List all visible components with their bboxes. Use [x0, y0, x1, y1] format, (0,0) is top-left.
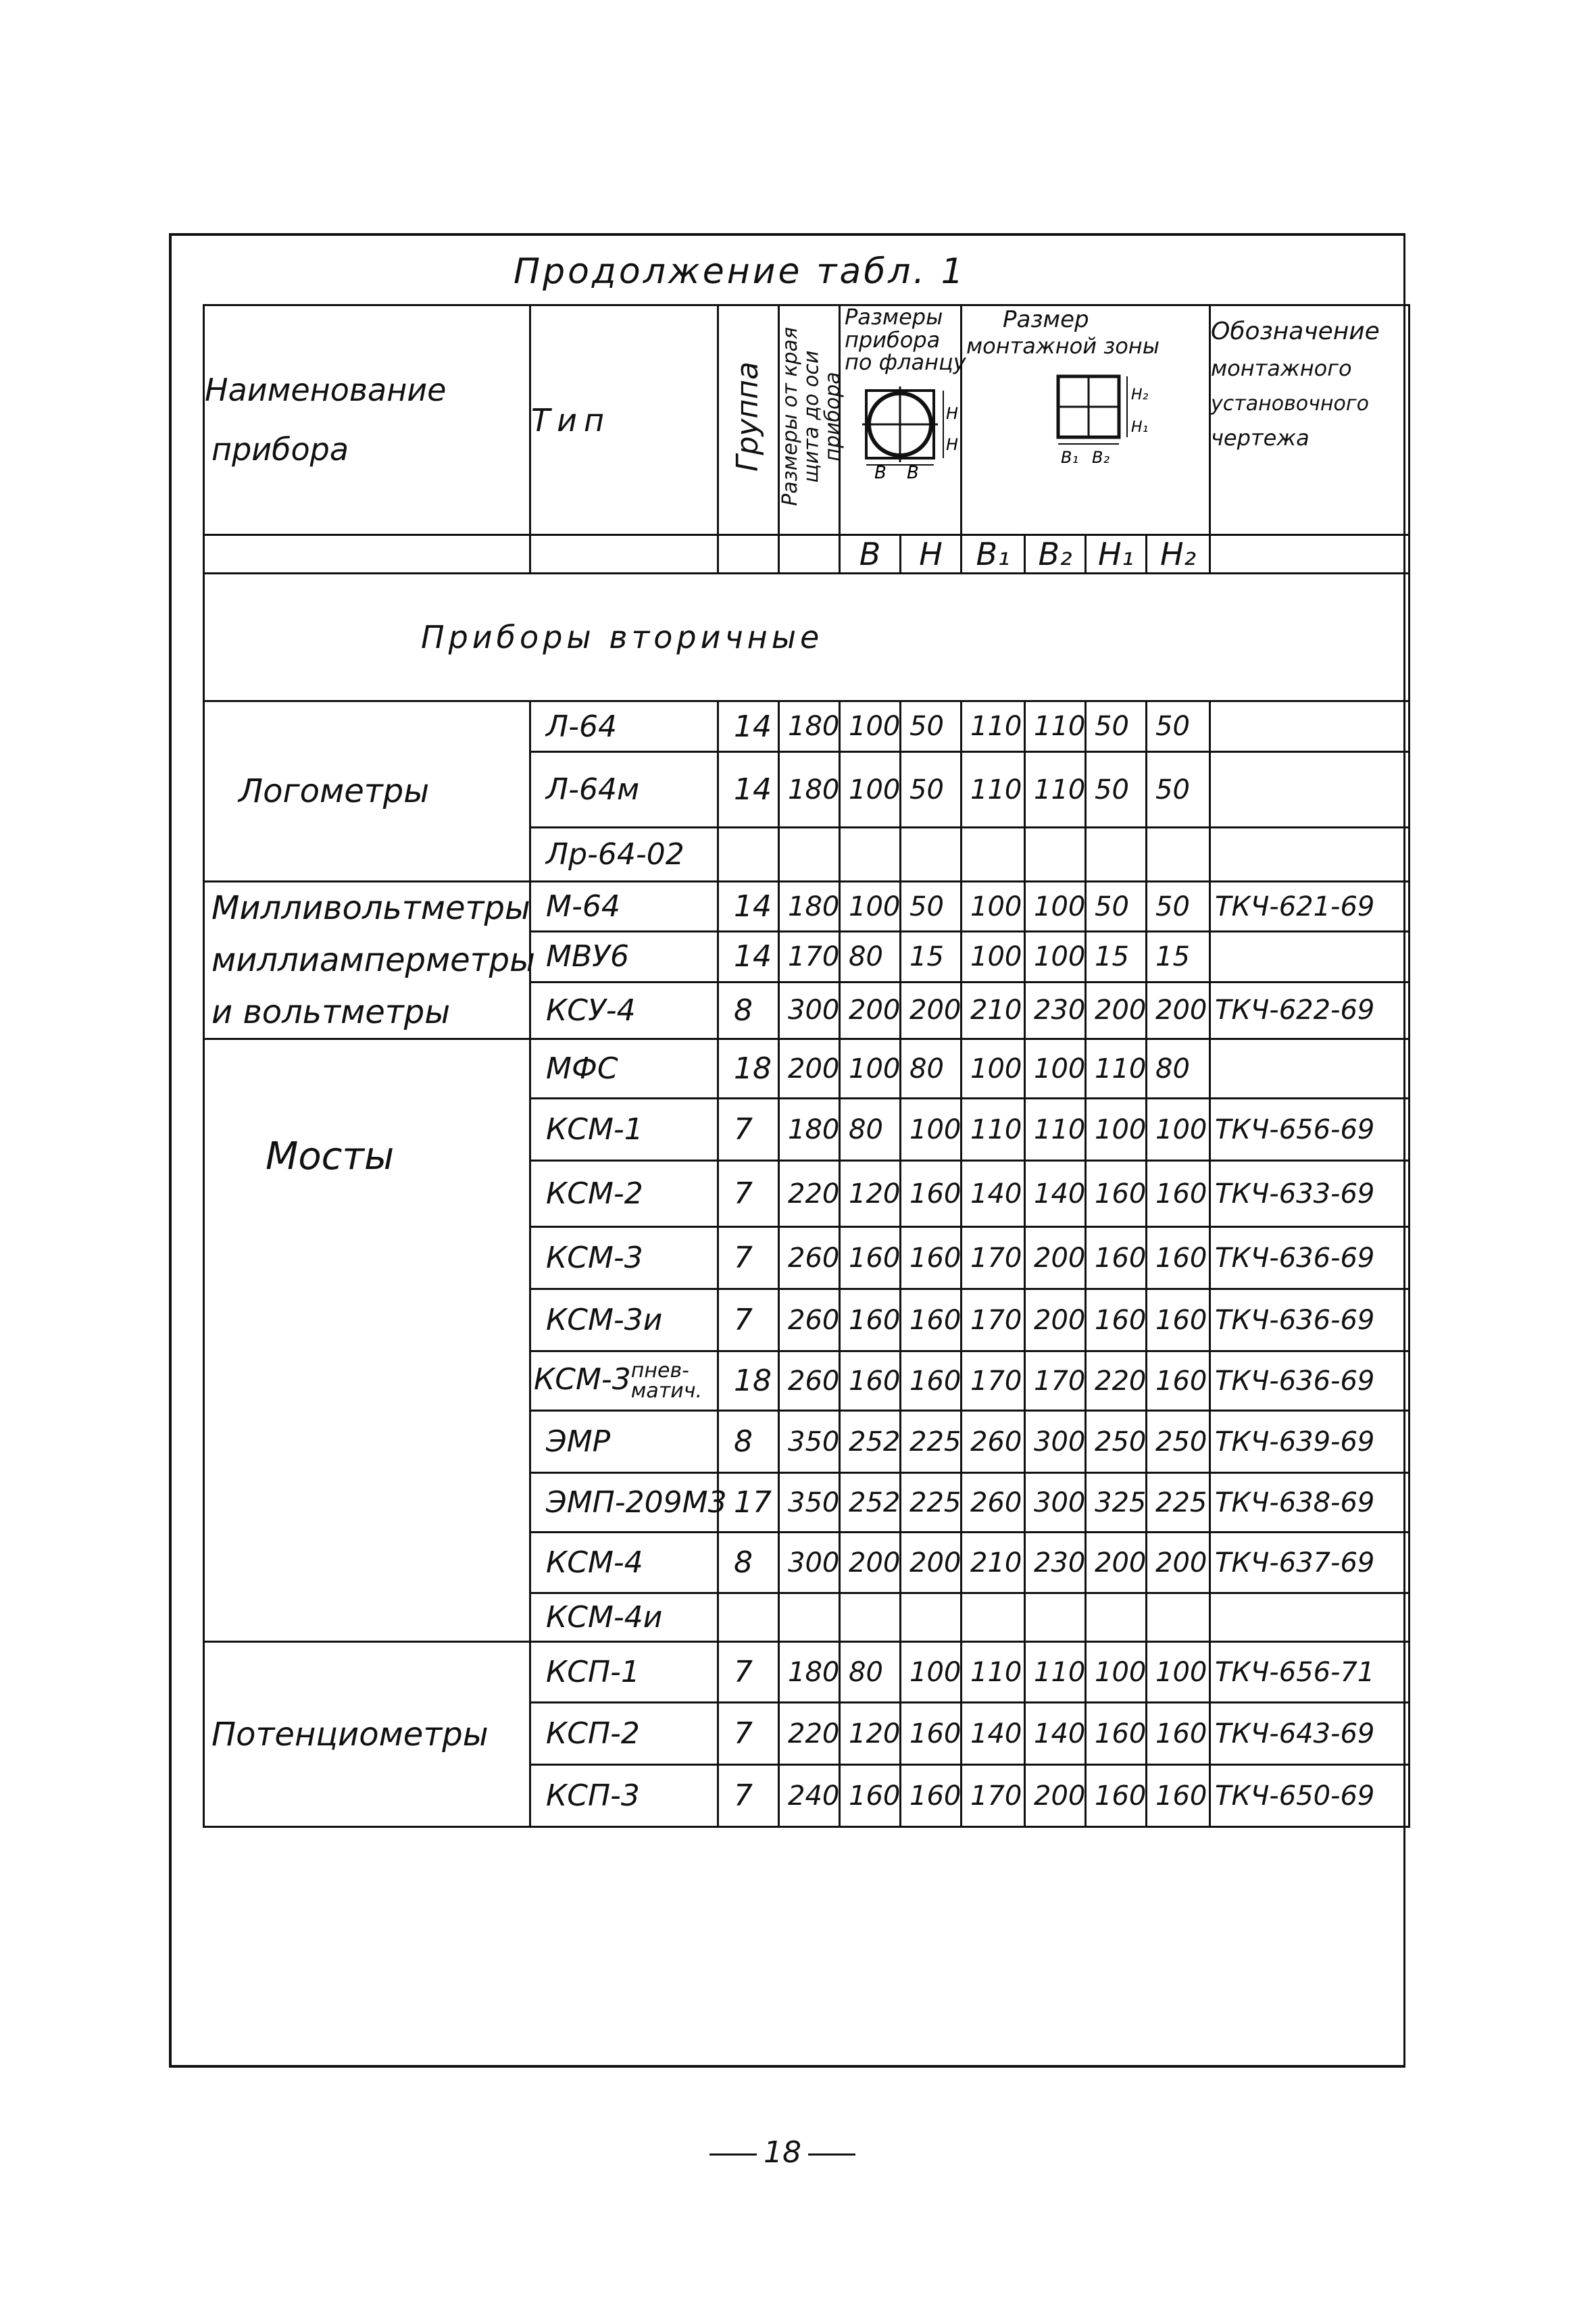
cell-b1: 170 — [962, 1289, 1025, 1351]
cell-group: 18 — [718, 1351, 779, 1411]
cell-type-value: МФС — [546, 1051, 618, 1087]
cell-type-value: КСУ-4 — [546, 993, 636, 1028]
cell-b: 252 — [840, 1411, 901, 1473]
cell-designation — [1210, 828, 1410, 882]
header-des-line-2: монтажного — [1211, 355, 1352, 381]
cell-b: 80 — [840, 932, 901, 982]
cell-type-value: ЭМП-209М3 — [546, 1485, 727, 1520]
cell-group: 7 — [718, 1765, 779, 1827]
cell-d: 240 — [779, 1765, 840, 1827]
cell-designation: ТКЧ-656-71 — [1210, 1642, 1410, 1703]
header-edge-distance — [778, 305, 845, 535]
cell-d: 350 — [779, 1411, 840, 1473]
cell-designation: ТКЧ-650-69 — [1210, 1765, 1410, 1827]
cell-b: 160 — [840, 1289, 901, 1351]
cell-b: 200 — [840, 982, 901, 1039]
cell-designation: ТКЧ-637-69 — [1210, 1533, 1410, 1593]
cell-b2: 100 — [1025, 932, 1086, 982]
cell-b2 — [1025, 1593, 1086, 1642]
cell-type — [530, 1473, 727, 1533]
cell-type-value: Лр-64-02 — [546, 837, 684, 872]
cell-type — [530, 1161, 718, 1227]
cell-d: 180 — [779, 1099, 840, 1161]
header-group-label: Группа — [730, 361, 766, 472]
cell-b2: 100 — [1025, 882, 1086, 932]
cell-designation: ТКЧ-656-69 — [1210, 1099, 1410, 1161]
header-flange-line-1: Размеры — [845, 304, 943, 330]
mount-zone-sketch-icon — [1043, 368, 1178, 470]
cell-group: 8 — [718, 1411, 779, 1473]
cell-b1: 210 — [962, 982, 1025, 1039]
cell-b2: 100 — [1025, 1039, 1086, 1099]
cell-h: 200 — [901, 1533, 962, 1593]
cell-b2: 230 — [1025, 982, 1086, 1039]
cell-b1: 170 — [962, 1227, 1025, 1289]
cell-h2: 15 — [1147, 932, 1210, 982]
cell-h — [901, 1593, 962, 1642]
instrument-group-name-line: Логометры — [239, 772, 430, 810]
header-edge-line-1: Размеры от края — [778, 326, 802, 506]
cell-type-value: КСМ-4и — [546, 1600, 663, 1635]
cell-b2: 110 — [1025, 752, 1086, 828]
cell-h2: 160 — [1147, 1227, 1210, 1289]
header-des-line-3: установочного — [1211, 391, 1369, 416]
instrument-table — [203, 304, 1410, 1828]
cell-type — [530, 1593, 718, 1642]
cell-group: 8 — [718, 982, 779, 1039]
zone-label-b1: B₁ — [1061, 448, 1079, 467]
sub-header-h: H — [901, 535, 962, 574]
cell-b1: 140 — [962, 1161, 1025, 1227]
cell-h1: 200 — [1086, 1533, 1147, 1593]
cell-designation — [1210, 1039, 1410, 1099]
header-edge-line-3: прибора — [821, 371, 845, 462]
page-number-value: 18 — [764, 2135, 801, 2170]
cell-type-value: ЭМР — [546, 1424, 611, 1460]
header-edge-line-2: щита до оси — [799, 349, 824, 483]
header-zone-line-1: Размер — [1003, 306, 1089, 333]
table-row — [204, 1039, 1410, 1099]
header-subrow-blank-4 — [779, 535, 840, 574]
header-des-line-4: чертежа — [1211, 424, 1310, 451]
cell-b1: 170 — [962, 1765, 1025, 1827]
cell-type-value: КСП-3 — [546, 1778, 640, 1814]
cell-b1: 110 — [962, 1099, 1025, 1161]
instrument-group-name — [204, 701, 530, 882]
cell-designation — [1210, 1593, 1410, 1642]
flange-label-h2: H — [946, 434, 959, 454]
header-type: Тип — [530, 305, 718, 535]
cell-d: 300 — [779, 982, 840, 1039]
cell-h1 — [1086, 828, 1147, 882]
cell-b1: 140 — [962, 1703, 1025, 1765]
cell-b: 252 — [840, 1473, 901, 1533]
cell-b1 — [962, 1593, 1025, 1642]
cell-type — [530, 1642, 718, 1703]
cell-b2: 300 — [1025, 1473, 1086, 1533]
cell-b2: 300 — [1025, 1411, 1086, 1473]
cell-h2: 160 — [1147, 1351, 1210, 1411]
header-name-line-2: прибора — [211, 430, 349, 468]
cell-designation — [1210, 752, 1410, 828]
header-designation — [1210, 305, 1410, 535]
cell-b2: 110 — [1025, 1099, 1086, 1161]
page-number — [703, 2135, 862, 2170]
cell-b1: 210 — [962, 1533, 1025, 1593]
sub-header-h1: H₁ — [1086, 535, 1147, 574]
cell-designation: ТКЧ-622-69 — [1210, 982, 1410, 1039]
cell-type-value: КСМ-4 — [546, 1545, 643, 1580]
cell-b1: 170 — [962, 1351, 1025, 1411]
cell-h: 160 — [901, 1351, 962, 1411]
cell-d: 170 — [779, 932, 840, 982]
header-flange-line-2: прибора — [845, 326, 941, 353]
cell-b1: 260 — [962, 1473, 1025, 1533]
instrument-group-name — [204, 882, 536, 1039]
cell-type-value: КСМ-1 — [546, 1112, 643, 1147]
instrument-group-name — [204, 1642, 530, 1827]
cell-d: 260 — [779, 1351, 840, 1411]
sub-header-h2: H₂ — [1147, 535, 1210, 574]
table-row — [204, 701, 1410, 752]
cell-b: 160 — [840, 1351, 901, 1411]
cell-b1: 260 — [962, 1411, 1025, 1473]
cell-b: 100 — [840, 882, 901, 932]
sub-header-b2: B₂ — [1025, 535, 1086, 574]
cell-group: 14 — [718, 932, 779, 982]
cell-type — [530, 1289, 718, 1351]
cell-d — [779, 1593, 840, 1642]
sub-header-b1: B₁ — [962, 535, 1025, 574]
cell-h: 225 — [901, 1411, 962, 1473]
cell-h1: 160 — [1086, 1289, 1147, 1351]
cell-h1: 160 — [1086, 1765, 1147, 1827]
cell-type-note-line: пнев- — [630, 1358, 689, 1383]
cell-d: 350 — [779, 1473, 840, 1533]
cell-h2: 50 — [1147, 882, 1210, 932]
cell-h — [901, 828, 962, 882]
cell-b1: 100 — [962, 882, 1025, 932]
cell-designation — [1210, 932, 1410, 982]
sub-header-b: B — [840, 535, 901, 574]
cell-b2: 140 — [1025, 1703, 1086, 1765]
header-group — [718, 305, 779, 535]
cell-h1: 50 — [1086, 701, 1147, 752]
flange-label-h1: H — [946, 403, 959, 423]
cell-group: 17 — [718, 1473, 779, 1533]
cell-group: 7 — [718, 1289, 779, 1351]
cell-h1: 100 — [1086, 1099, 1147, 1161]
table-header — [204, 305, 1410, 574]
cell-designation: ТКЧ-636-69 — [1210, 1351, 1410, 1411]
cell-type-value: КСМ-2 — [546, 1176, 643, 1212]
cell-group: 14 — [718, 882, 779, 932]
cell-b1: 100 — [962, 1039, 1025, 1099]
cell-h2: 250 — [1147, 1411, 1210, 1473]
zone-label-h1: H₁ — [1131, 419, 1149, 436]
cell-group: 18 — [718, 1039, 779, 1099]
cell-h2: 50 — [1147, 701, 1210, 752]
cell-group: 14 — [718, 752, 779, 828]
cell-group: 7 — [718, 1227, 779, 1289]
zone-label-h2: H₂ — [1131, 387, 1149, 403]
cell-h: 100 — [901, 1099, 962, 1161]
cell-h1: 100 — [1086, 1642, 1147, 1703]
cell-h2: 80 — [1147, 1039, 1210, 1099]
cell-type-value: КСМ-3и — [546, 1303, 663, 1338]
cell-h1: 250 — [1086, 1411, 1147, 1473]
cell-designation: ТКЧ-633-69 — [1210, 1161, 1410, 1227]
cell-type-note — [630, 1358, 703, 1403]
cell-b1: 110 — [962, 752, 1025, 828]
header-des-line-1: Обозначение — [1211, 318, 1380, 345]
instrument-group-name-line: миллиамперметры — [211, 941, 536, 979]
table-body — [204, 574, 1410, 1827]
instrument-group-name-line: Мосты — [266, 1135, 395, 1179]
cell-designation: ТКЧ-636-69 — [1210, 1227, 1410, 1289]
cell-h2 — [1147, 828, 1210, 882]
header-zone-line-2: монтажной зоны — [966, 333, 1159, 359]
cell-b2: 200 — [1025, 1289, 1086, 1351]
cell-h: 50 — [901, 882, 962, 932]
cell-h: 160 — [901, 1703, 962, 1765]
page-number-dash-right — [808, 2154, 855, 2156]
header-subrow-blank-5 — [1210, 535, 1410, 574]
cell-designation: ТКЧ-643-69 — [1210, 1703, 1410, 1765]
cell-b: 160 — [840, 1765, 901, 1827]
cell-h: 160 — [901, 1289, 962, 1351]
cell-b — [840, 828, 901, 882]
cell-h1 — [1086, 1593, 1147, 1642]
cell-h2 — [1147, 1593, 1210, 1642]
cell-h2: 50 — [1147, 752, 1210, 828]
cell-group — [718, 1593, 779, 1642]
cell-designation — [1210, 701, 1410, 752]
cell-b: 80 — [840, 1099, 901, 1161]
cell-h1: 200 — [1086, 982, 1147, 1039]
cell-type — [530, 752, 718, 828]
cell-d — [779, 828, 840, 882]
flange-sketch-icon — [845, 378, 959, 483]
cell-h1: 325 — [1086, 1473, 1147, 1533]
cell-h2: 160 — [1147, 1161, 1210, 1227]
cell-b: 120 — [840, 1703, 901, 1765]
header-flange-dims — [840, 304, 966, 535]
cell-b: 200 — [840, 1533, 901, 1593]
cell-h: 15 — [901, 932, 962, 982]
cell-type — [530, 1703, 718, 1765]
flange-label-b1: B — [874, 462, 887, 483]
header-mount-zone — [962, 305, 1210, 535]
cell-h: 160 — [901, 1161, 962, 1227]
cell-b2: 140 — [1025, 1161, 1086, 1227]
cell-designation: ТКЧ-621-69 — [1210, 882, 1410, 932]
cell-h2: 160 — [1147, 1765, 1210, 1827]
cell-b2: 170 — [1025, 1351, 1086, 1411]
cell-type-value: КСМ-3 — [546, 1241, 643, 1276]
cell-type-value: М-64 — [546, 889, 620, 924]
table-row — [204, 882, 1410, 932]
cell-d: 260 — [779, 1289, 840, 1351]
cell-group: 7 — [718, 1161, 779, 1227]
cell-d: 220 — [779, 1161, 840, 1227]
cell-d: 180 — [779, 882, 840, 932]
cell-type-value: КСП-1 — [546, 1655, 640, 1690]
cell-h1: 15 — [1086, 932, 1147, 982]
cell-h2: 100 — [1147, 1099, 1210, 1161]
page-number-dash-left — [709, 2154, 757, 2156]
cell-b2: 110 — [1025, 701, 1086, 752]
cell-designation: ТКЧ-636-69 — [1210, 1289, 1410, 1351]
cell-h2: 100 — [1147, 1642, 1210, 1703]
cell-d: 180 — [779, 1642, 840, 1703]
cell-b: 100 — [840, 752, 901, 828]
cell-h1: 160 — [1086, 1161, 1147, 1227]
instrument-group-name — [204, 1039, 530, 1642]
cell-group: 7 — [718, 1703, 779, 1765]
cell-group: 7 — [718, 1642, 779, 1703]
cell-type — [530, 1765, 718, 1827]
instrument-group-name-line: и вольтметры — [211, 993, 451, 1031]
cell-d: 180 — [779, 701, 840, 752]
cell-d: 200 — [779, 1039, 840, 1099]
cell-type — [530, 1099, 718, 1161]
cell-type-value: Л-64 — [546, 709, 617, 744]
cell-b1: 110 — [962, 701, 1025, 752]
cell-b — [840, 1593, 901, 1642]
cell-type — [530, 982, 718, 1039]
cell-type-value: МВУ6 — [546, 939, 629, 974]
cell-type-note-line: матич. — [630, 1378, 703, 1403]
cell-h1: 160 — [1086, 1703, 1147, 1765]
cell-type — [530, 1411, 718, 1473]
cell-type — [530, 828, 718, 882]
cell-h2: 160 — [1147, 1703, 1210, 1765]
header-flange-line-3: по фланцу — [845, 349, 966, 376]
cell-h2: 200 — [1147, 1533, 1210, 1593]
cell-h1: 160 — [1086, 1227, 1147, 1289]
flange-label-b2: B — [907, 462, 919, 483]
cell-h: 200 — [901, 982, 962, 1039]
cell-h1: 110 — [1086, 1039, 1147, 1099]
cell-b: 160 — [840, 1227, 901, 1289]
cell-d: 260 — [779, 1227, 840, 1289]
cell-b1: 110 — [962, 1642, 1025, 1703]
cell-type — [530, 1351, 718, 1411]
cell-type — [530, 932, 718, 982]
cell-b2: 110 — [1025, 1642, 1086, 1703]
cell-h: 225 — [901, 1473, 962, 1533]
cell-b: 100 — [840, 701, 901, 752]
cell-type-value: Л-64м — [546, 772, 640, 807]
cell-h: 50 — [901, 701, 962, 752]
cell-b: 100 — [840, 1039, 901, 1099]
cell-group — [718, 828, 779, 882]
cell-b: 80 — [840, 1642, 901, 1703]
cell-type — [530, 1227, 718, 1289]
table-continuation-title: Продолжение табл. 1 — [514, 251, 966, 292]
cell-b2: 230 — [1025, 1533, 1086, 1593]
cell-d: 220 — [779, 1703, 840, 1765]
cell-designation: ТКЧ-639-69 — [1210, 1411, 1410, 1473]
cell-b: 120 — [840, 1161, 901, 1227]
cell-b1 — [962, 828, 1025, 882]
cell-h2: 225 — [1147, 1473, 1210, 1533]
cell-h2: 160 — [1147, 1289, 1210, 1351]
cell-h: 160 — [901, 1765, 962, 1827]
cell-h: 100 — [901, 1642, 962, 1703]
cell-b1: 100 — [962, 932, 1025, 982]
cell-group: 14 — [718, 701, 779, 752]
cell-group: 8 — [718, 1533, 779, 1593]
cell-h1: 220 — [1086, 1351, 1147, 1411]
cell-h: 80 — [901, 1039, 962, 1099]
instrument-group-name-line: Милливольтметры — [211, 889, 530, 927]
header-name-line-1: Наименование — [205, 372, 447, 409]
header-subrow-blank-3 — [718, 535, 779, 574]
header-edge-distance-label — [780, 327, 844, 506]
cell-h2: 200 — [1147, 982, 1210, 1039]
cell-type — [530, 1533, 718, 1593]
cell-h: 160 — [901, 1227, 962, 1289]
table-row — [204, 1642, 1410, 1703]
header-name — [204, 305, 530, 535]
cell-h1: 50 — [1086, 752, 1147, 828]
cell-type-value: КСМ-3 — [534, 1362, 631, 1397]
section-title: Приборы вторичные — [204, 574, 1410, 701]
zone-label-b2: B₂ — [1092, 448, 1110, 467]
cell-b2: 200 — [1025, 1765, 1086, 1827]
cell-d: 300 — [779, 1533, 840, 1593]
cell-type — [530, 1039, 718, 1099]
cell-type — [530, 701, 718, 752]
cell-group: 7 — [718, 1099, 779, 1161]
cell-type — [530, 882, 718, 932]
instrument-group-name-line: Потенциометры — [211, 1715, 489, 1753]
cell-b2 — [1025, 828, 1086, 882]
cell-h: 50 — [901, 752, 962, 828]
header-subrow-blank-1 — [204, 535, 530, 574]
cell-designation: ТКЧ-638-69 — [1210, 1473, 1410, 1533]
cell-b2: 200 — [1025, 1227, 1086, 1289]
header-subrow-blank-2 — [530, 535, 718, 574]
cell-d: 180 — [779, 752, 840, 828]
cell-h1: 50 — [1086, 882, 1147, 932]
cell-type-value: КСП-2 — [546, 1716, 640, 1751]
